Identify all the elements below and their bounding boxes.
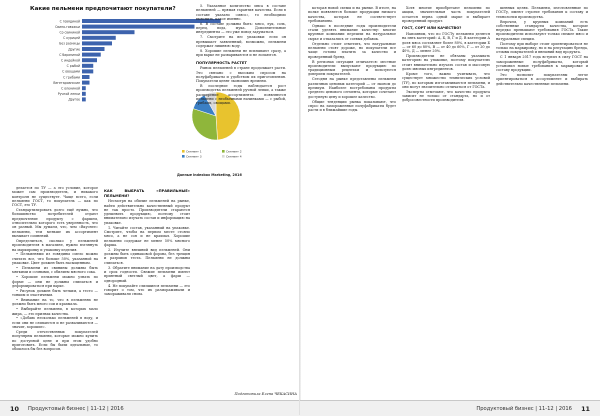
bar xyxy=(82,41,112,45)
paragraph: 4. Не покупайте слипшиеся пельмени — это говорит о том, что их размораживали и замораживали снова. xyxy=(104,283,190,297)
magazine-title-right: Продуктовый бизнес | 11-12 | 2016 xyxy=(476,405,572,412)
paragraph: В последние годы наблюдается рост производства пельменей ручной лепки, а также расширение ассортимента: появляются пельмени с необычными начинками — с рыбой, грибами, овощами. xyxy=(196,84,286,106)
paragraph: • Внимание на то, что в пельменях не должно быть много сои и крахмала. xyxy=(12,297,98,307)
paragraph: • «Добавь несколько пельменей в воду, и если они не слипаются и не разваливаются — значит, хорошие». xyxy=(12,316,98,330)
page-number-right: 11 xyxy=(581,404,590,413)
bar-category-label: Без разницы xyxy=(59,41,80,46)
paragraph: Рынок пельменей в стране продолжает расти. Это связано с высоким спросом на полуфабрикаты и удобством их приготовления. Покупатели ценят экономию времени. xyxy=(196,66,286,84)
bar xyxy=(82,25,195,29)
paragraph: Общие тенденции рынка показывают, что спрос на замороженные полуфабрикаты будет расти и в ближайшие годы. xyxy=(308,99,396,113)
bar xyxy=(82,53,101,57)
right-column-1 xyxy=(308,6,396,394)
paragraph: 7. Смотрите на вес упаковки: если он превышает заявленный, возможно, пельмени содержат лишнюю воду. xyxy=(196,35,286,48)
right-footer xyxy=(300,400,600,416)
right-column-2 xyxy=(402,6,490,394)
magazine-title-left: Продуктовый бизнес | 11-12 | 2016 xyxy=(28,405,124,412)
signature: Подготовила Елена ЧЕКАСИНА xyxy=(234,392,297,396)
bar-category-label: Свино-говяжьи xyxy=(55,24,80,29)
bar xyxy=(82,81,90,85)
paragraph: Отдельно стоит отметить, что натуральные пельмени стоят дороже, но покупатели все чаще готовы платить за качество и проверенный бренд. xyxy=(308,41,396,59)
bar xyxy=(82,58,97,62)
paragraph: Кроме того, важно учитывать, что существует множество технических условий (ТУ), по которым изготавливаются пельмени, и они могут значительно отличаться от ГОСТа. xyxy=(402,71,490,89)
bar-category-label: Со свининой xyxy=(59,30,80,35)
bar xyxy=(82,69,93,73)
paragraph: В регионах ситуация отличается: местные производители выпускают продукцию по традиционным рецептам и пользуются доверием покупателей. xyxy=(308,59,396,77)
paragraph: 2. Изучите внешний вид пельменей. Они должны быть одинаковой формы, без трещин и разрывов теста. Пельмени не должны слипаться. xyxy=(104,247,190,265)
left-column-2 xyxy=(104,186,190,396)
bar-category-label: Ручной лепки xyxy=(57,92,80,97)
chart-title: Какие пельмени предпочитают покупатели? xyxy=(30,6,176,12)
paragraph: шенных целях. Пельмени, изготовленные по ГОСТу, имеют строгие требования к составу и технологии производства. xyxy=(496,6,588,19)
chart-source: Данные Indexbox Marketing, 2016 xyxy=(177,173,242,177)
paragraph: делается по ТУ — а это условие, которое может сам производитель, и никакого контроля не существует. Чаще всего, если пельмени ГОСТ, то покупатель — как по ГОСТ, это ТУ. xyxy=(12,186,98,208)
legend-swatch xyxy=(182,150,185,153)
paragraph: Несмотря на обилие пельменей на рынке, найти действительно качественный продукт не так просто. Производители стараются удешевить продукцию, поэтому стоит внимательно изучать состав и информацию на упаковке. xyxy=(104,199,190,225)
legend-label: Сегмент 4 xyxy=(226,154,242,159)
page-number-left: 10 xyxy=(10,404,19,413)
bar-category-label: С рыбой xyxy=(66,64,80,69)
paragraph: С 1 января 2017 года вступил в силу ГОСТ на замороженные полуфабрикаты, который установил новые требования к маркировке и составу продукции. xyxy=(496,55,588,73)
bar xyxy=(82,92,86,96)
legend-swatch xyxy=(182,155,185,158)
left-column-3 xyxy=(196,4,286,396)
section-heading: ПОПУЛЯРНОСТЬ РАСТЕТ xyxy=(196,60,247,65)
bar-category-label: С грибами xyxy=(63,75,80,80)
bar-category-label: С овощами xyxy=(62,69,80,74)
paragraph: • Рисунок должен быть четким, а тесто — тонким и эластичным. xyxy=(12,288,98,298)
paragraph: 1. Читайте состав, указанный на упаковке. Смотрите, чтобы на первом месте стояло мясо, а не соя и не крахмал. Хорошие пельмени содержат не менее 50% мясного фарша. xyxy=(104,225,190,247)
paragraph: Поэтому при выборе стоит ориентироваться не только на маркировку, но и на репутацию бренда, отзывы покупателей и внешний вид продукта. xyxy=(496,41,588,55)
bar-category-label: С олениной xyxy=(61,86,80,91)
bar-category-label: С индейкой xyxy=(60,58,80,63)
bar-category-label: Другие xyxy=(68,47,80,52)
bar xyxy=(82,97,86,101)
paragraph: Хотя многие приобретают пельмени по акции, значительная часть покупателей остается верна одной марке и выбирает проверенный продукт. xyxy=(402,6,490,23)
paragraph: Среди отечественных покупателей популярны пельмени, которые можно купить по доступной цене и при этом удобно приготовить. Если бы были идеальные, то обошлось бы без вопросов. xyxy=(12,329,98,352)
paragraph: Это позволит покупателям легче ориентироваться в ассортименте и выбирать действительно качественные пельмени. xyxy=(496,73,588,86)
paragraph: Напомним, что по ГОСТу пельмени делятся на пять категорий: А, Б, В, Г и Д. В категории А доля мяса составляет более 80%, в категории Б — от 60 до 80%, В — от 40 до 60%, Г — от 20 до 40%, Д — менее 20%. xyxy=(402,31,490,54)
paragraph: 3. Обратите внимание на дату производства и срок годности. Свежие пельмени имеют приятный светлый цвет, а фарш — однородный. xyxy=(104,265,190,283)
left-column-1 xyxy=(12,186,98,396)
legend-label: Сегмент 2 xyxy=(226,149,242,154)
right-column-3 xyxy=(496,6,588,386)
paragraph: • Хорошие пельмени можно узнать по форме — они не должны слипаться и деформироваться при варке. xyxy=(12,275,98,288)
bar xyxy=(82,36,116,40)
left-page xyxy=(0,0,300,415)
legend-label: Сегмент 3 xyxy=(186,154,202,159)
bar xyxy=(82,75,90,79)
paragraph: Впрочем, у крупных компаний есть собственные стандарты качества, которые нередко превышают требования ГОСТа. Такие производители используют только свежее мясо и натуральные специи. xyxy=(496,19,588,41)
paragraph: 8. Хорошие пельмени не всплывают сразу, а при варке не развариваются и не лопаются. xyxy=(196,48,286,58)
bar xyxy=(82,47,105,51)
bar-category-label: С говядиной xyxy=(59,19,80,24)
bar xyxy=(82,86,86,90)
paragraph: 5. Указанное количество мяса в составе пельменей — прямая гарантия качества. Если в составе указано «мясо», то необходимо выяснить, какое именно. xyxy=(196,4,286,21)
bar xyxy=(82,30,135,34)
paragraph: • Выбирайте пельмени, в которых мало жира, — это признак качества. xyxy=(12,307,98,316)
paragraph: 6. В составе должны быть: мясо, лук, соль, перец, вода, мука. Дополнительные ингредиенты — это уже повод задуматься. xyxy=(196,21,286,35)
paragraph: Определиться, сколько у пельменей производителя в магазине, нужно взглянуть на маркировку и упаковку изделия. xyxy=(12,238,98,252)
bar-category-label: С курицей xyxy=(63,36,80,41)
bar-category-label: Другое xyxy=(68,97,80,102)
legend-label: Сегмент 1 xyxy=(186,149,202,154)
paragraph: • Пельмени из свинины должны быть мягкими и сочными, с обилием мясного сока. xyxy=(12,266,98,275)
paragraph: Производители не обязаны указывать категорию на упаковке, поэтому покупателю стоит внимательно изучать состав и массовую долю мясных ингредиентов. xyxy=(402,54,490,72)
paragraph: Сегодня на рынке представлены пельмени различных ценовых категорий — от эконом до премиум. Наиболее востребованы продукты среднего ценового сегмента, которые сочетают доступную цену и хорошее качество. xyxy=(308,77,396,99)
bar xyxy=(82,64,93,68)
left-footer xyxy=(0,400,300,416)
paragraph: Однако в последние годы производители стали уделять внимание качеству: многие крупные компании перешли на натуральное сырье и отказались от соевых добавок. xyxy=(308,23,396,41)
bar-category-label: Вегетарианские xyxy=(53,80,80,85)
section-heading: ГОСТ, СОРТ ИЛИ КАЧЕСТВО? xyxy=(402,26,462,31)
paragraph: которая новой схемы и на рынке. В итоге, на полке появляется больше продукции низкого качества, которая не соответствует требованиям. xyxy=(308,6,396,23)
paragraph: • Пельменями из говядины смело можно считать все, что больше 50%, указанной на упаковке. Цвет должен быть насыщенным. xyxy=(12,252,98,266)
paragraph: Эксперты отмечают, что качество продукта зависит не только от стандарта, но и от добросовестности производителя. xyxy=(402,89,490,103)
section-heading: КАК ВЫБРАТЬ «ПРАВИЛЬНЫЕ» ПЕЛЬМЕНИ? xyxy=(104,189,190,198)
bar-category-label: С бараниной xyxy=(59,52,80,57)
paragraph: Стандартизировать долго ещё нужно, что большинство потребителей отдают предпочтение продукту с фаршем, относительно которого есть уверенность, что он разный. Мы думаем, что, чем «Вкуснее» пельмени, тем меньше их ассортимент вызывает сомнений. xyxy=(12,208,98,239)
